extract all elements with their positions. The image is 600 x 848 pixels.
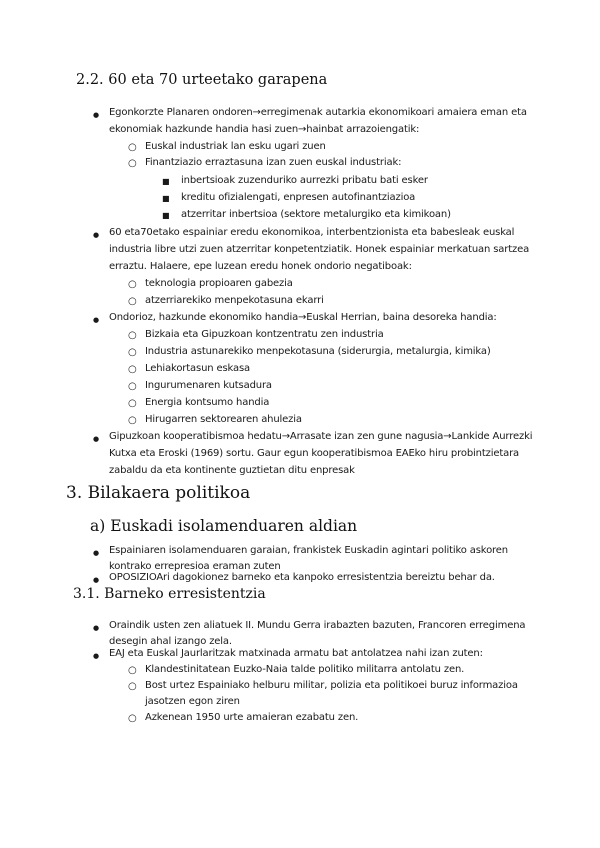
sub-item-text: jasotzen egon ziren <box>145 696 240 707</box>
bullet-icon: ● <box>93 231 100 239</box>
sub-item-text: Azkenean 1950 urte amaieran ezabatu zen. <box>145 712 359 723</box>
bullet-icon: ● <box>93 549 100 557</box>
circle-bullet-icon: ○ <box>128 398 137 409</box>
sub-item-text: Lehiakortasun eskasa <box>145 363 251 374</box>
list-item-text: Egonkorzte Planaren ondoren→erregimenak autarkia ekonomikoari amaiera eman eta <box>109 107 527 118</box>
list-item-text: erraztu. Halaere, epe luzean eredu honek ondorio negatiboak: <box>109 261 412 272</box>
list-item-text: EAJ eta Euskal Jaurlaritzak matxinada armatu bat antolatzea nahi izan zuten: <box>109 648 483 659</box>
circle-bullet-icon: ○ <box>128 415 137 426</box>
sub-item-text: Bost urtez Espainiako helburu militar, polizia eta politikoei buruz informazioa <box>145 680 518 691</box>
sub-item-text: teknologia propioaren gabezia <box>145 278 293 289</box>
sub-item-text: Ingurumenaren kutsadura <box>145 380 272 391</box>
sub-sub-item-text: kreditu ofizialengati, enpresen autofinantziazioa <box>181 192 416 203</box>
square-bullet-icon: ■ <box>162 194 170 203</box>
list-item-text: industria libre utzi zuen atzerritar konpetentziatik. Honek espainiar merkatuan sartzea <box>109 244 530 255</box>
circle-bullet-icon: ○ <box>128 681 137 692</box>
list-item-text: ekonomiak hazkunde handia hasi zuen→hainbat arrazoiengatik: <box>109 124 420 135</box>
list-item-text: kontrako errepresioa eraman zuten <box>109 561 281 572</box>
list-item-text: Kutxa eta Eroski (1969) sortu. Gaur egun kooperatibismoa EAEko hiru probintzietara <box>109 448 520 459</box>
subsection-heading: 3.1. Barneko erresistentzia <box>73 586 266 602</box>
square-bullet-icon: ■ <box>162 177 170 186</box>
list-item-text: Oraindik usten zen aliatuek II. Mundu Gerra irabazten bazuten, Francoren erregimena <box>109 620 526 631</box>
list-item-text: Ondorioz, hazkunde ekonomiko handia→Euskal Herrian, baina desoreka handia: <box>109 312 497 323</box>
subsection-heading: a) Euskadi isolamenduaren aldian <box>90 517 358 535</box>
list-item-text: zabaldu da eta kontinente guztietan ditu enpresak <box>109 465 355 476</box>
circle-bullet-icon: ○ <box>128 665 137 676</box>
list-item-text: Espainiaren isolamenduaren garaian, frankistek Euskadin agintari politiko askoren <box>109 545 508 556</box>
square-bullet-icon: ■ <box>162 211 170 220</box>
sub-item-text: atzerriarekiko menpekotasuna ekarri <box>145 295 324 306</box>
circle-bullet-icon: ○ <box>128 142 137 153</box>
bullet-icon: ● <box>93 652 100 660</box>
circle-bullet-icon: ○ <box>128 347 137 358</box>
bullet-icon: ● <box>93 111 100 119</box>
bullet-icon: ● <box>93 576 100 584</box>
sub-item-text: Finantziazio erraztasuna izan zuen euskal industriak: <box>145 157 402 168</box>
section-heading: 2.2. 60 eta 70 urteetako garapena <box>76 72 328 88</box>
circle-bullet-icon: ○ <box>128 381 137 392</box>
sub-sub-item-text: atzerritar inbertsioa (sektore metalurgiko eta kimikoan) <box>181 209 451 220</box>
sub-item-text: Industria astunarekiko menpekotasuna (siderurgia, metalurgia, kimika) <box>145 346 491 357</box>
bullet-icon: ● <box>93 316 100 324</box>
list-item-text: desegin ahal izango zela. <box>109 636 232 647</box>
circle-bullet-icon: ○ <box>128 158 137 169</box>
list-item-text: Gipuzkoan kooperatibismoa hedatu→Arrasate izan zen gune nagusia→Lankide Aurrezki <box>109 431 533 442</box>
sub-item-text: Klandestinitatean Euzko-Naia talde politiko militarra antolatu zen. <box>145 664 465 675</box>
bullet-icon: ● <box>93 435 100 443</box>
bullet-icon: ● <box>93 624 100 632</box>
sub-item-text: Bizkaia eta Gipuzkoan kontzentratu zen industria <box>145 329 384 340</box>
circle-bullet-icon: ○ <box>128 364 137 375</box>
sub-item-text: Energia kontsumo handia <box>145 397 270 408</box>
sub-sub-item-text: inbertsioak zuzenduriko aurrezki pribatu bati esker <box>181 175 428 186</box>
circle-bullet-icon: ○ <box>128 330 137 341</box>
circle-bullet-icon: ○ <box>128 713 137 724</box>
sub-item-text: Euskal industriak lan esku ugari zuen <box>145 141 326 152</box>
circle-bullet-icon: ○ <box>128 296 137 307</box>
section-heading: 3. Bilakaera politikoa <box>66 483 251 503</box>
sub-item-text: Hirugarren sektorearen ahulezia <box>145 414 302 425</box>
circle-bullet-icon: ○ <box>128 279 137 290</box>
list-item-text: 60 eta70etako espainiar eredu ekonomikoa, interbentzionista eta babesleak euskal <box>109 227 515 238</box>
list-item-text: OPOSIZIOAri dagokionez barneko eta kanpoko erresistentzia bereiztu behar da. <box>109 572 495 583</box>
